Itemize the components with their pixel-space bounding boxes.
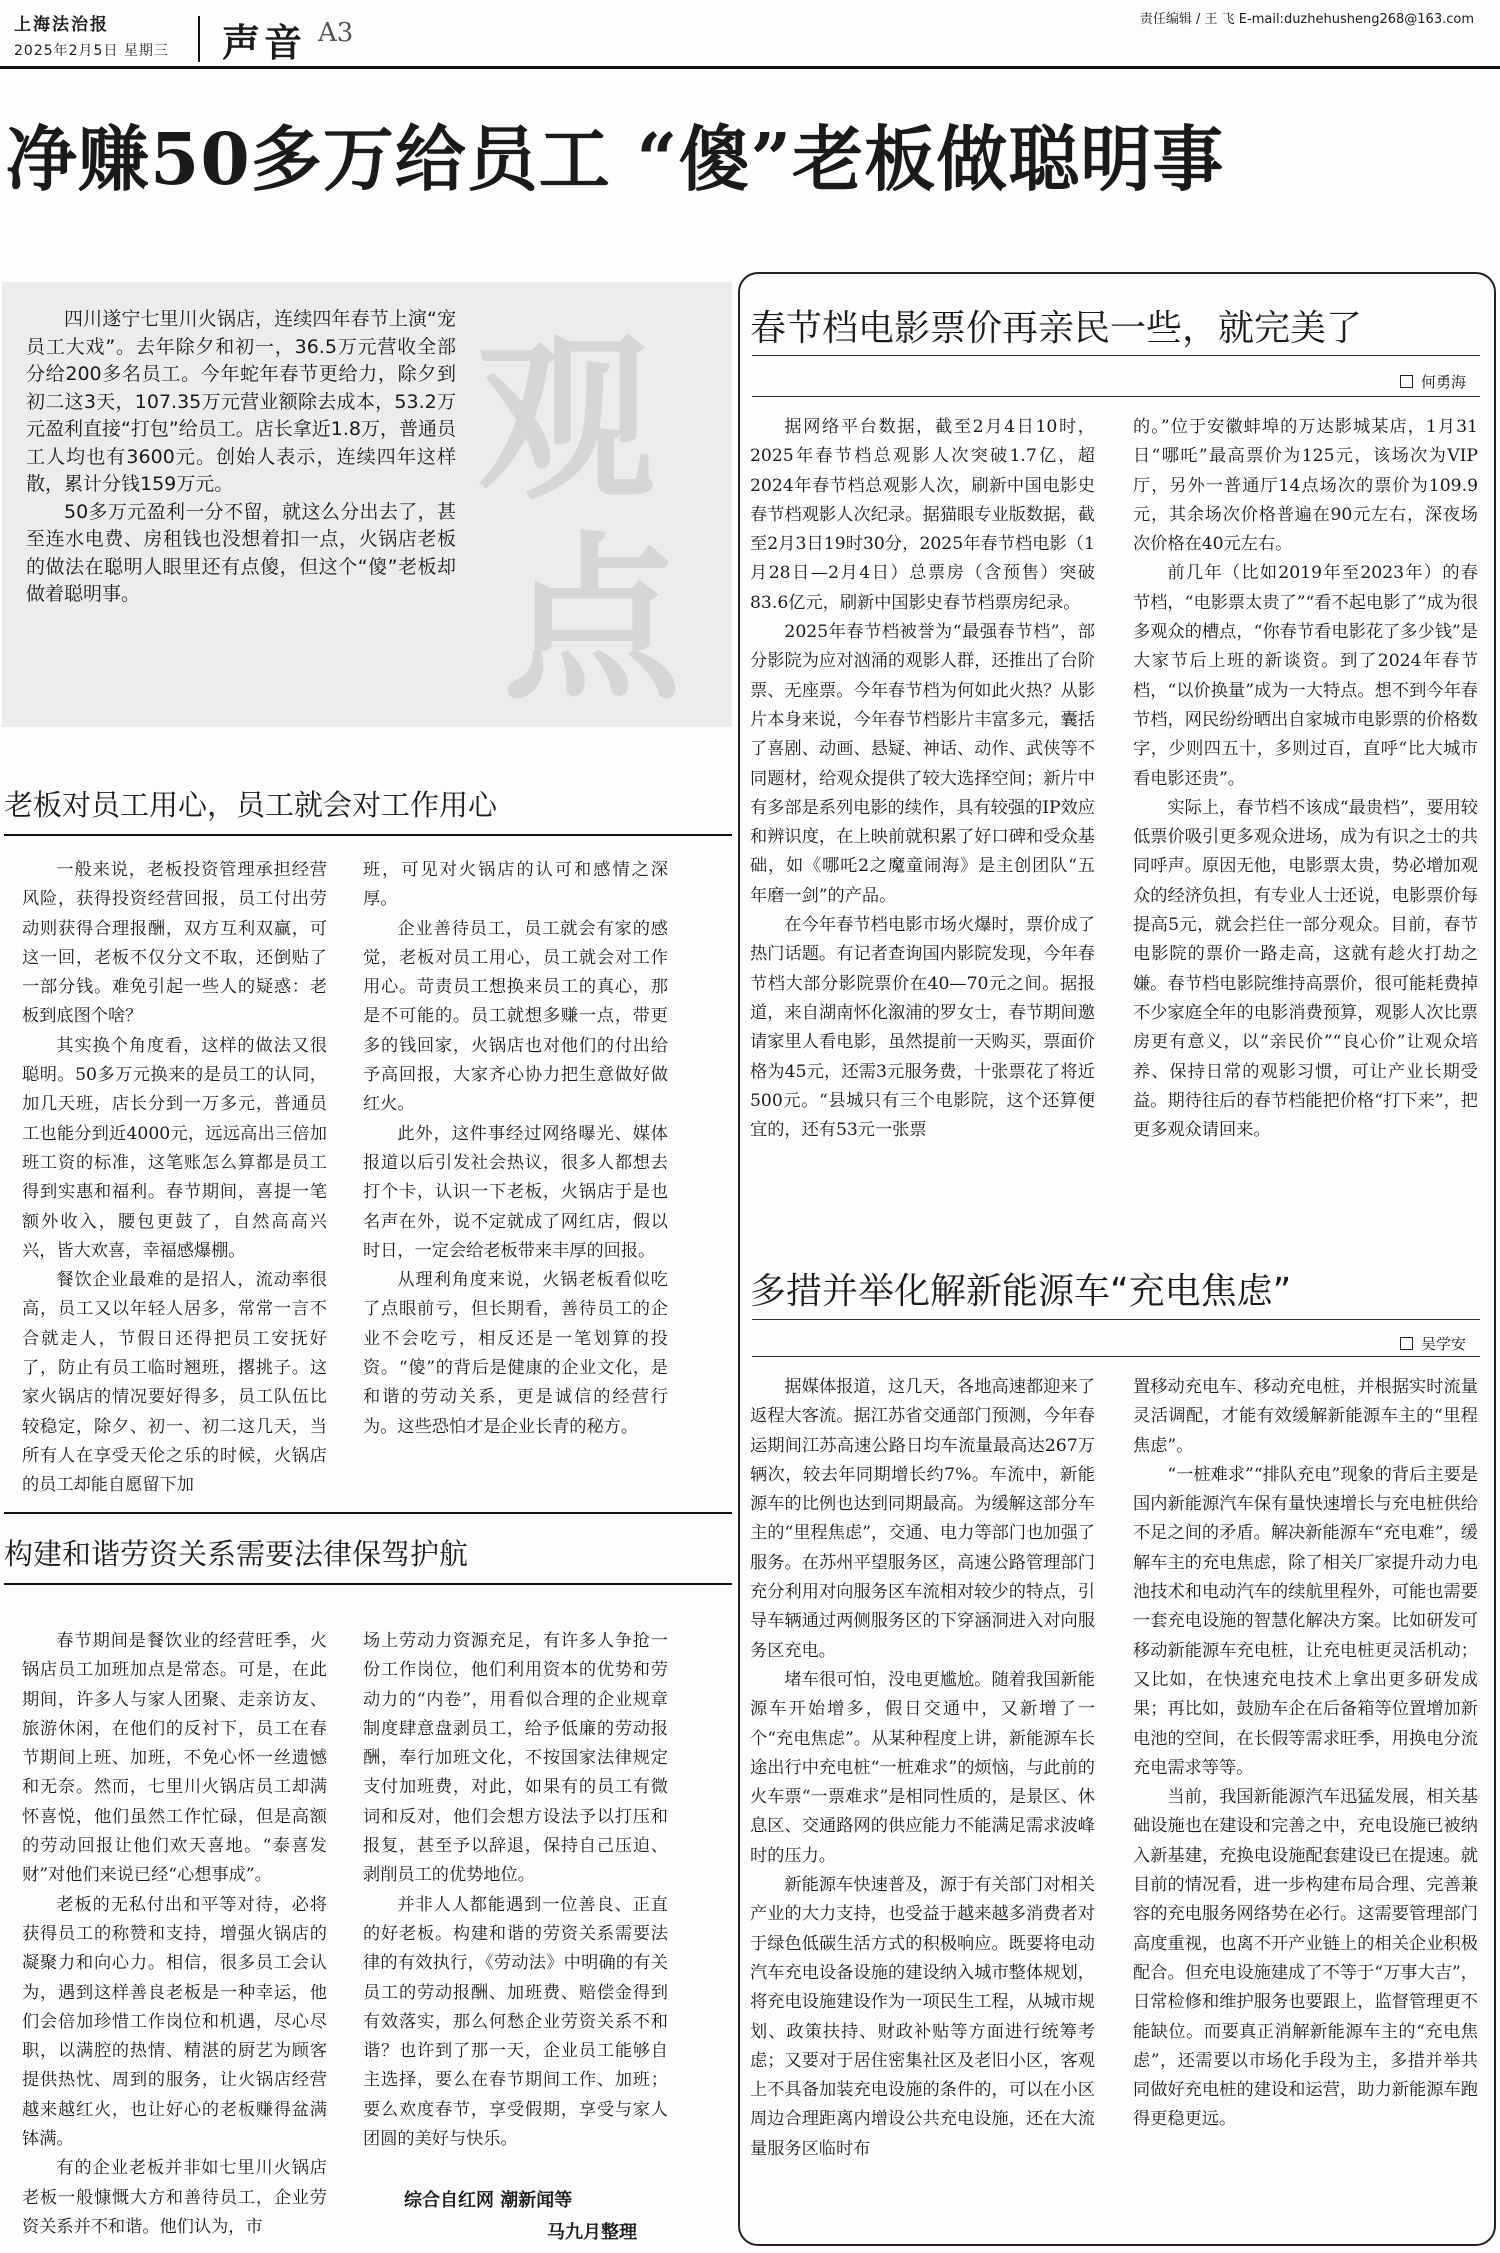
- byline-box-icon: [1400, 1337, 1413, 1350]
- intro-paragraph: 50多万元盈利一分不留，就这么分出去了，甚至连水电费、房租钱也没想着扣一点，火锅店老板的做法在聪明人眼里还有点傻，但这个“傻”老板却做着聪明事。: [26, 500, 456, 605]
- paragraph: 企业善待员工，员工就会有家的感觉，老板对员工用心，员工就会对工作用心。苛责员工想换来员工的真心，那是不可能的。员工就想多赚一点，带更多的钱回家，火锅店也对他们的付出给予高回报，大家齐心协力把生意做好做红火。: [363, 918, 668, 1115]
- svg-text:观: 观: [477, 315, 655, 524]
- paragraph: 2025年春节档被誉为“最强春节档”，部分影院为应对汹涌的观影人群，还推出了台阶票、无座票。今年春节档为何如此火热？从影片本身来说，今年春节档影片丰富多元，囊括了喜剧、动画、悬疑、神话、动作、武侠等不同题材，给观众提供了较大选择空间；新片中有多部是系列电影的续作，具有较强的IP效应和辨识度，在上映前就积累了好口碑和受众基础，如《哪吒2之魔童闹海》是主创团队“五年磨一剑”的产品。: [750, 622, 1095, 906]
- article-title-1: 春节档电影票价再亲民一些，就完美了: [750, 308, 1363, 349]
- page-number: A3: [318, 18, 354, 48]
- compiler-credit: 马九月整理: [547, 2222, 637, 2243]
- paragraph: 当前，我国新能源汽车迅猛发展，相关基础设施也在建设和完善之中，充电设施已被纳入新基建，充换电设施配套建设已在提速。就目前的情况看，进一步构建布局合理、完善兼容的充电服务网络势在必行。这需要管理部门高度重视，也离不开产业链上的相关企业积极配合。但充电设施建成了不等于“万事大吉”，日常检修和维护服务也要跟上，监督管理更不能缺位。而要真正消解新能源车主的“充电焦虑”，还需要以市场化手段为主，多措并举共同做好充电桩的建设和运营，助力新能源车跑得更稳更远。: [1133, 1787, 1478, 2130]
- source-credit: 综合自红网 潮新闻等: [404, 2190, 573, 2211]
- paragraph: 场上劳动力资源充足，有许多人争抢一份工作岗位，他们利用资本的优势和劳动力的“内卷”，用看似合理的企业规章制度肆意盘剥员工，给予低廉的劳动报酬，奉行加班文化，不按国家法律规定支付加班费，对此，如果有的员工有微词和反对，他们会想方设法予以打压和报复，甚至予以辞退，保持自己压迫、剥削员工的优势地位。: [363, 1631, 668, 1886]
- section2-column-1: [22, 1627, 327, 2242]
- article1-column-2: [1133, 413, 1478, 1145]
- section1-column-1: [22, 856, 327, 1501]
- paragraph: 的。”位于安徽蚌埠的万达影城某店，1月31日“哪吒”最高票价为125元，该场次为VIP厅，另外一普通厅14点场次的票价为109.9元，其余场次价格普遍在90元左右，深夜场次价格在40元左右。: [1133, 417, 1478, 555]
- byline-rule: [752, 1356, 1480, 1357]
- paragraph: 实际上，春节档不该成“最贵档”，要用较低票价吸引更多观众进场，成为有识之士的共同呼声。原因无他，电影票太贵，势必增加观众的经济负担，有专业人士还说，电影票价每提高5元，就会拦住一部分观众。目前，春节电影院的票价一路走高，这就有趁火打劫之嫌。春节档电影院维持高票价，很可能耗费掉不少家庭全年的电影消费预算，观影人次比票房更有意义，以“亲民价”“良心价”让观众培养、保持日常的观影习惯，可让产业长期受益。期待往后的春节档能把价格“打下来”，把更多观众请回来。: [1133, 797, 1478, 1141]
- paragraph: 堵车很可怕，没电更尴尬。随着我国新能源车开始增多，假日交通中，又新增了一个“充电焦虑”。从某种程度上讲，新能源车长途出行中充电桩“一桩难求”的烦恼，与此前的火车票“一票难求”是相同性质的，是景区、休息区、交通路网的供应能力不能满足需求波峰时的压力。: [750, 1669, 1095, 1866]
- paragraph: 并非人人都能遇到一位善良、正直的好老板。构建和谐的劳资关系需要法律的有效执行，《劳动法》中明确的有关员工的劳动报酬、加班费、赔偿金得到有效落实，那么何愁企业劳资关系不和谐？也许到了那一天，企业员工能够自主选择，要么在春节期间工作、加班；要么欢度春节，享受假期，享受与家人团圆的美好与快乐。: [363, 1894, 668, 2150]
- paper-name: 上海法治报: [14, 15, 109, 35]
- page-headline: 净赚50多万给员工 “傻”老板做聪明事: [6, 117, 1225, 201]
- paragraph: 新能源车快速普及，源于有关部门对相关产业的大力支持，也受益于越来越多消费者对于绿色低碳生活方式的积极响应。既要将电动汽车充电设备设施的建设纳入城市整体规划，将充电设施建设作为一项民生工程，从城市规划、政策扶持、财政补贴等方面进行统筹考虑；又要对于居住密集社区及老旧小区，客观上不具备加装充电设施的条件的，可以在小区周边合理距离内增设公共充电设施，还在大流量服务区临时布: [750, 1875, 1095, 2159]
- byline-box-icon: [1400, 375, 1413, 388]
- paragraph: 餐饮企业最难的是招人，流动率很高，员工又以年轻人居多，常常一言不合就走人，节假日还得把员工安抚好了，防止有员工临时翘班，撂挑子。这家火锅店的情况要好得多，员工队伍比较稳定，除夕、初一、初二这几天，当所有人在享受天伦之乐的时候，火锅店的员工却能自愿留下加: [22, 1270, 327, 1496]
- section-rule: [4, 1583, 732, 1585]
- intro-paragraph: 四川遂宁七里川火锅店，连续四年春节上演“宠员工大戏”。去年除夕和初一，36.5万元营收全部分给200多名员工。今年蛇年春节更给力，除夕到初二这3天，107.35万元营业额除去成本，53.2万元盈利直接“打包”给员工。店长拿近1.8万，普通员工人均也有3600元。创始人表示，连续四年这样散，累计分钱159万元。: [26, 308, 456, 495]
- svg-text:点: 点: [503, 515, 681, 724]
- title-rule: [752, 355, 1480, 356]
- section2-column-2: [363, 1627, 668, 2154]
- paragraph: 春节期间是餐饮业的经营旺季，火锅店员工加班加点是常态。可是，在此期间，许多人与家人团聚、走亲访友、旅游休闲，在他们的反衬下，员工在春节期间上班、加班，不免心怀一丝遗憾和无奈。然而，七里川火锅店员工却满怀喜悦，他们虽然工作忙碌，但是高额的劳动回报让他们欢天喜地。“泰喜发财”对他们来说已经“心想事成”。: [22, 1631, 327, 1886]
- section-rule: [4, 1512, 732, 1514]
- intro-text: [26, 306, 456, 609]
- section-heading-2: 构建和谐劳资关系需要法律保驾护航: [4, 1537, 469, 1571]
- paragraph: 一般来说，老板投资管理承担经营风险，获得投资经营回报，员工付出劳动则获得合理报酬，双方互利双赢，可这一回，老板不仅分文不取，还倒贴了一部分钱。难免引起一些人的疑惑：老板到底图个啥？: [22, 860, 327, 1027]
- title-rule: [752, 1319, 1480, 1320]
- header-rule: [0, 66, 1500, 69]
- issue-date: 2025年2月5日 星期三: [14, 43, 169, 59]
- article-title-2: 多措并举化解新能源车“充电焦虑”: [750, 1271, 1292, 1312]
- paragraph: 有的企业老板并非如七里川火锅店老板一般慷慨大方和善待员工，企业劳资关系并不和谐。他们认为，市: [22, 2158, 327, 2237]
- byline-author: 吴学安: [1420, 1335, 1466, 1353]
- article1-column-1: [750, 413, 1095, 1145]
- paragraph: 据媒体报道，这几天，各地高速都迎来了返程大客流。据江苏省交通部门预测，今年春运期间江苏高速公路日均车流量最高达267万辆次，较去年同期增长约7%。车流中，新能源车的比例也达到同期最高。为缓解这部分车主的“里程焦虑”，交通、电力等部门也加强了服务。在苏州平望服务区，高速公路管理部门充分利用对向服务区车流相对较少的特点，引导车辆通过两侧服务区的下穿涵洞进入对向服务区充电。: [750, 1377, 1095, 1661]
- section-name: 声音: [222, 21, 307, 65]
- paragraph: 班，可见对火锅店的认可和感情之深厚。: [363, 860, 668, 910]
- article2-column-1: [750, 1373, 1095, 2164]
- section-rule: [4, 834, 732, 836]
- paragraph: 置移动充电车、移动充电桩，并根据实时流量灵活调配，才能有效缓解新能源车主的“里程焦虑”。: [1133, 1377, 1478, 1456]
- masthead: [8, 8, 368, 68]
- paragraph: 此外，这件事经过网络曝光、媒体报道以后引发社会热议，很多人都想去打个卡，认识一下老板，火锅店于是也名声在外，说不定就成了网红店，假以时日，一定会给老板带来丰厚的回报。: [363, 1123, 668, 1261]
- paragraph: 前几年（比如2019年至2023年）的春节档，“电影票太贵了”“看不起电影了”成为很多观众的槽点，“你春节看电影花了多少钱”是大家节后上班的新谈资。到了2024年春节档，“以价换量”成为一大特点。想不到今年春节档，网民纷纷晒出自家城市电影票的价格数字，少则四五十，多则过百，直呼“比大城市看电影还贵”。: [1133, 563, 1478, 789]
- paragraph: “一桩难求”“排队充电”现象的背后主要是国内新能源汽车保有量快速增长与充电桩供给不足之间的矛盾。解决新能源车“充电难”，缓解车主的充电焦虑，除了相关厂家提升动力电池技术和电动汽车的续航里程外，可能也需要一套充电设施的智慧化解决方案。比如研发可移动新能源车充电桩，让充电桩更灵活机动；又比如，在快速充电技术上拿出更多研发成果；再比如，鼓励车企在后备箱等位置增加新电池的空间，在长假等需求旺季，用换电分流充电需求等等。: [1133, 1464, 1478, 1778]
- paragraph: 老板的无私付出和平等对待，必将获得员工的称赞和支持，增强火锅店的凝聚力和向心力。相信，很多员工会认为，遇到这样善良老板是一种幸运，他们会倍加珍惜工作岗位和机遇，尽心尽职，以满腔的热情、精湛的厨艺为顾客提供热忱、周到的服务，让火锅店经营越来越红火，也让好心的老板赚得盆满钵满。: [22, 1894, 327, 2150]
- guandian-brush-calligraphy: [455, 282, 705, 727]
- byline-author: 何勇海: [1420, 373, 1466, 391]
- paragraph: 其实换个角度看，这样的做法又很聪明。50多万元换来的是员工的认同，加几天班，店长分到一万多元，普通员工也能分到近4000元，远远高出三倍加班工资的标准，这笔账怎么算都是员工得到实惠和福利。春节期间，喜提一笔额外收入，腰包更鼓了，自然高高兴兴，皆大欢喜，幸福感爆棚。: [22, 1035, 327, 1261]
- section1-column-2: [363, 856, 668, 1442]
- editor-contact: 责任编辑 / 王 飞 E-mail:duzhehusheng268@163.com: [1139, 12, 1474, 27]
- paragraph: 从理利角度来说，火锅老板看似吃了点眼前亏，但长期看，善待员工的企业不会吃亏，相反还是一笔划算的投资。“傻”的背后是健康的企业文化，是和谐的劳动关系，更是诚信的经营行为。这些恐怕才是企业长青的秘方。: [363, 1270, 668, 1437]
- paragraph: 在今年春节档电影市场火爆时，票价成了热门话题。有记者查询国内影院发现，今年春节档大部分影院票价在40—70元之间。据报道，来自湖南怀化溆浦的罗女士，春节期间邀请家里人看电影，虽然提前一天购买，票面价格为45元，还需3元服务费，十张票花了将近500元。“县城只有三个电影院，这个还算便宜的，还有53元一张票: [750, 915, 1095, 1141]
- byline-rule: [752, 396, 1480, 397]
- paragraph: 据网络平台数据，截至2月4日10时，2025年春节档总观影人次突破1.7亿，超2024年春节档总观影人次，刷新中国电影史春节档观影人次纪录。据猫眼专业版数据，截至2月3日19时30分，2025年春节档电影（1月28日—2月4日）总票房（含预售）突破83.6亿元，刷新中国影史春节档票房纪录。: [750, 417, 1095, 613]
- section-heading-1: 老板对员工用心，员工就会对工作用心: [4, 788, 498, 822]
- header-divider: [198, 16, 200, 62]
- article2-column-2: [1133, 1373, 1478, 2135]
- byline-1: [1400, 371, 1466, 392]
- byline-2: [1400, 1333, 1466, 1354]
